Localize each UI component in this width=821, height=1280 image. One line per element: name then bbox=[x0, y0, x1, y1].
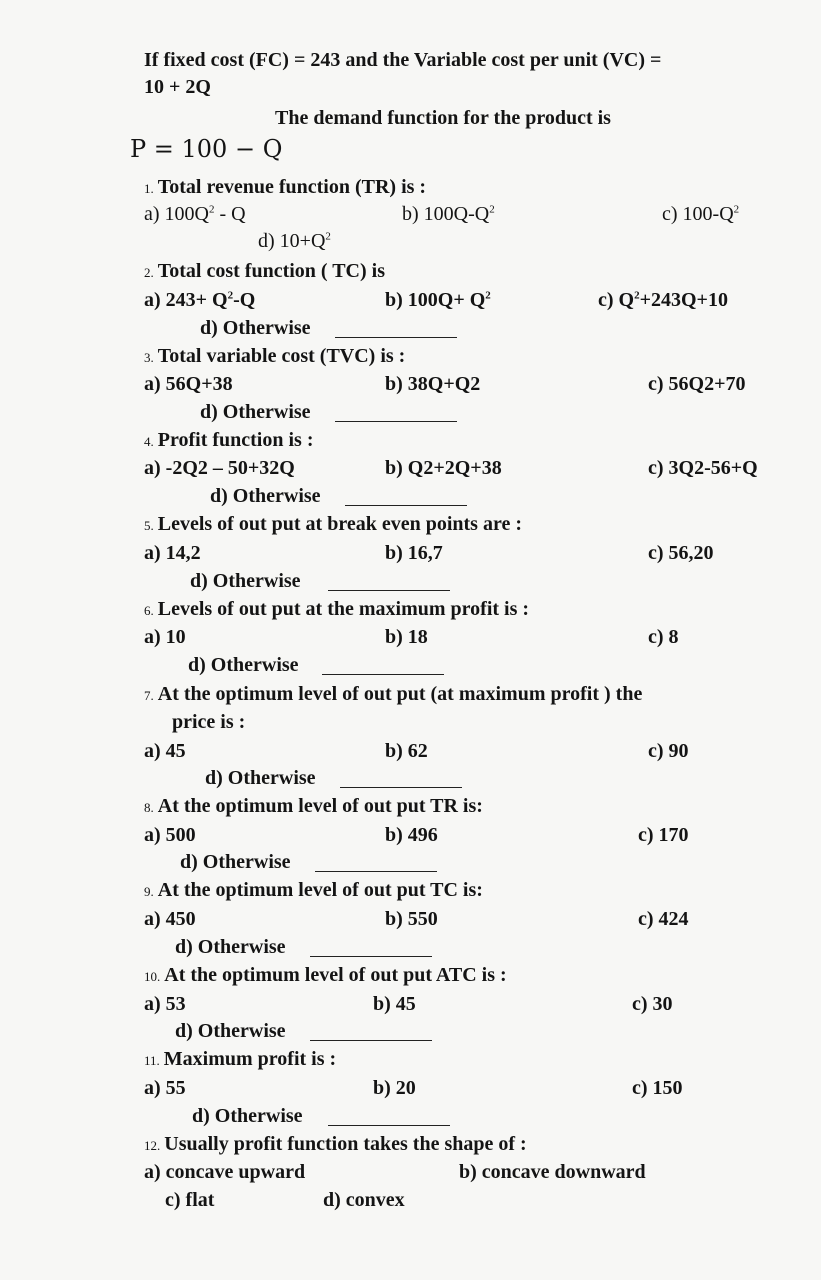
question-12-option-c: c) flat bbox=[165, 1189, 215, 1211]
question-11-option-a: a) 55 bbox=[144, 1077, 186, 1099]
question-3-option-b: b) 38Q+Q2 bbox=[385, 373, 481, 395]
question-4-option-b: b) Q2+2Q+38 bbox=[385, 457, 502, 479]
question-10-option-b: b) 45 bbox=[373, 993, 416, 1015]
answer-blank-line bbox=[322, 674, 444, 675]
question-10-option-a: a) 53 bbox=[144, 993, 186, 1015]
question-9-stem: 9. At the optimum level of out put TC is: bbox=[144, 879, 483, 901]
answer-blank-line bbox=[328, 1125, 450, 1126]
intro-line-1: If fixed cost (FC) = 243 and the Variable cost per unit (VC) = bbox=[144, 49, 662, 71]
question-7-option-c: c) 90 bbox=[648, 740, 689, 762]
question-5-option-c: c) 56,20 bbox=[648, 542, 714, 564]
answer-blank-line bbox=[340, 787, 462, 788]
question-11-option-d: d) Otherwise bbox=[192, 1105, 303, 1127]
question-11-option-c: c) 150 bbox=[632, 1077, 683, 1099]
question-2-option-b: b) $100Q+ Q^2$ bbox=[385, 289, 491, 311]
question-4-option-c: c) 3Q2-56+Q bbox=[648, 457, 758, 479]
question-2-option-c: c) $Q^2+243Q+10$ bbox=[598, 289, 728, 311]
intro-line-3: The demand function for the product is bbox=[275, 107, 611, 129]
question-1-option-b: b) $100Q-Q^2$ bbox=[402, 203, 495, 225]
answer-blank-line bbox=[315, 871, 437, 872]
question-6-option-d: d) Otherwise bbox=[188, 654, 299, 676]
question-9-option-c: c) 424 bbox=[638, 908, 689, 930]
answer-blank-line bbox=[335, 421, 457, 422]
answer-blank-line bbox=[345, 505, 467, 506]
question-12-option-a: a) concave upward bbox=[144, 1161, 306, 1183]
question-3-option-d: d) Otherwise bbox=[200, 401, 311, 423]
question-9-option-d: d) Otherwise bbox=[175, 936, 286, 958]
question-4-option-a: a) -2Q2 – 50+32Q bbox=[144, 457, 295, 479]
question-1-option-d: d) $10+Q^2$ bbox=[258, 230, 331, 252]
question-5-option-b: b) 16,7 bbox=[385, 542, 443, 564]
intro-line-2: 10 + 2Q bbox=[144, 76, 211, 98]
question-8-option-d: d) Otherwise bbox=[180, 851, 291, 873]
answer-blank-line bbox=[310, 1040, 432, 1041]
question-6-option-a: a) 10 bbox=[144, 626, 186, 648]
question-5-option-a: a) 14,2 bbox=[144, 542, 201, 564]
question-5-stem: 5. Levels of out put at break even points are : bbox=[144, 513, 523, 535]
question-9-option-a: a) 450 bbox=[144, 908, 196, 930]
question-11-option-b: b) 20 bbox=[373, 1077, 416, 1099]
question-4-option-d: d) Otherwise bbox=[210, 485, 321, 507]
question-8-option-b: b) 496 bbox=[385, 824, 438, 846]
question-12-option-b: b) concave downward bbox=[459, 1161, 646, 1183]
question-6-option-b: b) 18 bbox=[385, 626, 428, 648]
question-6-option-c: c) 8 bbox=[648, 626, 679, 648]
question-7-option-b: b) 62 bbox=[385, 740, 428, 762]
question-9-option-b: b) 550 bbox=[385, 908, 438, 930]
question-2-stem: 2. Total cost function ( TC) is bbox=[144, 260, 385, 282]
question-7-option-d: d) Otherwise bbox=[205, 767, 316, 789]
question-10-stem: 10. At the optimum level of out put ATC is : bbox=[144, 964, 507, 986]
question-1-option-c: c) $100-Q^2$ bbox=[662, 203, 740, 225]
answer-blank-line bbox=[310, 956, 432, 957]
question-12-stem: 12. Usually profit function takes the shape of : bbox=[144, 1133, 527, 1155]
question-3-option-c: c) 56Q2+70 bbox=[648, 373, 746, 395]
answer-blank-line bbox=[335, 337, 457, 338]
question-7-stem-continued: price is : bbox=[172, 711, 246, 733]
question-2-option-a: a) $243+ Q^2-Q$ bbox=[144, 289, 256, 311]
answer-blank-line bbox=[328, 590, 450, 591]
question-12-option-d: d) convex bbox=[323, 1189, 405, 1211]
question-6-stem: 6. Levels of out put at the maximum profit is : bbox=[144, 598, 530, 620]
question-3-stem: 3. Total variable cost (TVC) is : bbox=[144, 345, 406, 367]
question-1-option-a: a) $100Q^2$ - Q bbox=[144, 203, 246, 225]
question-2-option-d: d) Otherwise bbox=[200, 317, 311, 339]
question-1-stem: 1. Total revenue function (TR) is : bbox=[144, 176, 427, 198]
question-4-stem: 4. Profit function is : bbox=[144, 429, 314, 451]
question-11-stem: 11. Maximum profit is : bbox=[144, 1048, 337, 1070]
question-3-option-a: a) 56Q+38 bbox=[144, 373, 233, 395]
question-8-option-a: a) 500 bbox=[144, 824, 196, 846]
question-10-option-d: d) Otherwise bbox=[175, 1020, 286, 1042]
question-7-stem: 7. At the optimum level of out put (at maximum profit ) the bbox=[144, 683, 643, 705]
question-10-option-c: c) 30 bbox=[632, 993, 673, 1015]
question-5-option-d: d) Otherwise bbox=[190, 570, 301, 592]
question-7-option-a: a) 45 bbox=[144, 740, 186, 762]
question-8-option-c: c) 170 bbox=[638, 824, 689, 846]
demand-equation: P = 100 − Q bbox=[130, 135, 283, 163]
question-8-stem: 8. At the optimum level of out put TR is: bbox=[144, 795, 483, 817]
